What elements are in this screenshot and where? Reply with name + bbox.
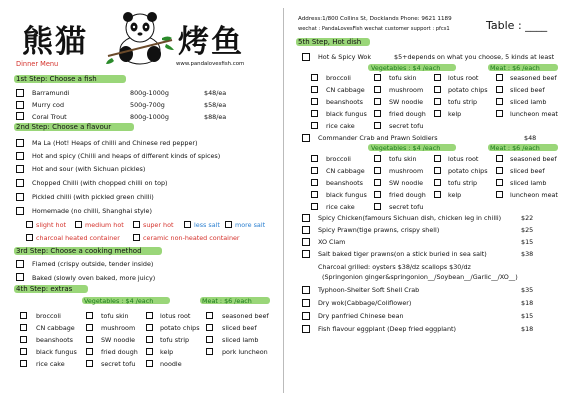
- flavour-option: Hot and sour (with Sichuan pickles): [32, 165, 146, 173]
- dish-name: Dry panfried Chinese bean: [318, 312, 404, 320]
- cooking-checkbox[interactable]: [16, 260, 24, 268]
- cooking-checkbox[interactable]: [16, 273, 24, 281]
- extra-checkbox[interactable]: [146, 324, 153, 331]
- dish-name: Typhoon-Shelter Soft Shell Crab: [318, 286, 420, 294]
- extra-checkbox[interactable]: [86, 360, 93, 367]
- wok-checkbox[interactable]: [496, 74, 503, 81]
- wok-veg: potato chips: [448, 86, 488, 94]
- hot-spicy-wok-checkbox[interactable]: [302, 53, 310, 61]
- commander-veg: beanshoots: [326, 179, 363, 187]
- commander-extra-checkbox[interactable]: [374, 179, 381, 186]
- wok-checkbox[interactable]: [311, 74, 318, 81]
- fish-name: Murry cod: [32, 101, 64, 109]
- fish-checkbox[interactable]: [16, 112, 24, 120]
- fish-price: $48/ea: [204, 89, 227, 97]
- commander-checkbox[interactable]: [302, 134, 310, 142]
- dish-checkbox[interactable]: [302, 286, 310, 294]
- commander-extra-checkbox[interactable]: [434, 167, 441, 174]
- extra-checkbox[interactable]: [20, 360, 27, 367]
- wok-checkbox[interactable]: [374, 110, 381, 117]
- commander-extra-checkbox[interactable]: [311, 155, 318, 162]
- extra-meat: sliced lamb: [222, 336, 259, 344]
- charcoal-grilled-label: Charcoal grilled: oysters $38/dz scallops $30/dz: [318, 263, 471, 271]
- dish-checkbox[interactable]: [302, 312, 310, 320]
- flavour-option: Homemade (no chilli, Shanghai style): [32, 207, 152, 215]
- extra-checkbox[interactable]: [86, 348, 93, 355]
- extra-checkbox[interactable]: [20, 348, 27, 355]
- fish-name: Barramundi: [32, 89, 70, 97]
- wok-checkbox[interactable]: [311, 110, 318, 117]
- meat-header: Meat : $6 /each: [490, 64, 540, 72]
- extra-checkbox[interactable]: [206, 324, 213, 331]
- extra-veg: secret tofu: [101, 360, 136, 368]
- commander-meat: sliced beef: [510, 167, 545, 175]
- dish-price: $38: [521, 250, 534, 258]
- dish-price: $15: [521, 312, 534, 320]
- wok-checkbox[interactable]: [434, 86, 441, 93]
- commander-extra-checkbox[interactable]: [374, 203, 381, 210]
- extra-veg: SW noodle: [101, 336, 136, 344]
- dish-price: $35: [521, 286, 534, 294]
- dish-name: Spicy Prawn(tige prawns, crispy shell): [318, 226, 440, 234]
- address-label: Address:1/800 Collins St, Docklands Phone: 9621 1189: [298, 16, 452, 22]
- commander-veg: SW noodle: [389, 179, 424, 187]
- flavour-option: Ma La (Hot! Heaps of chilli and Chinese red pepper): [32, 139, 198, 147]
- flavour-checkbox[interactable]: [16, 139, 24, 147]
- extra-veg: kelp: [160, 348, 174, 356]
- wok-veg: CN cabbage: [326, 86, 365, 94]
- extra-meat: pork luncheon: [222, 348, 268, 356]
- extra-veg: noodle: [160, 360, 182, 368]
- commander-extra-checkbox[interactable]: [311, 179, 318, 186]
- dish-checkbox[interactable]: [302, 325, 310, 333]
- extra-veg: rice cake: [36, 360, 65, 368]
- wok-veg: SW noodle: [389, 98, 424, 106]
- spice-checkbox[interactable]: [133, 221, 140, 228]
- wok-meat: seasoned beef: [510, 74, 557, 82]
- extra-meat: sliced beef: [222, 324, 257, 332]
- commander-veg: broccoli: [326, 155, 351, 163]
- extra-checkbox[interactable]: [146, 336, 153, 343]
- extra-checkbox[interactable]: [86, 324, 93, 331]
- veg-header: Vegetables : $4 /each: [84, 297, 154, 305]
- dish-price: $25: [521, 226, 534, 234]
- commander-extra-checkbox[interactable]: [374, 155, 381, 162]
- dish-checkbox[interactable]: [302, 214, 310, 222]
- step4-title: 4th Step: extras: [16, 285, 73, 293]
- wok-veg: lotus root: [448, 74, 479, 82]
- extra-checkbox[interactable]: [86, 312, 93, 319]
- panda-icon: [104, 8, 176, 66]
- extra-veg: mushroom: [101, 324, 136, 332]
- flavour-checkbox[interactable]: [16, 152, 24, 160]
- extra-checkbox[interactable]: [206, 336, 213, 343]
- commander-veg: tofu strip: [448, 179, 478, 187]
- fish-weight: 800g-1000g: [130, 89, 169, 97]
- wok-veg: broccoli: [326, 74, 351, 82]
- fish-weight: 800g-1000g: [130, 113, 169, 121]
- extra-checkbox[interactable]: [20, 324, 27, 331]
- commander-veg: secret tofu: [389, 203, 424, 211]
- hot-spicy-wok-price: $5+depends on what you choose, 5 kinds at least: [394, 53, 555, 61]
- extra-veg: tofu skin: [101, 312, 129, 320]
- dish-checkbox[interactable]: [302, 238, 310, 246]
- extra-checkbox[interactable]: [20, 336, 27, 343]
- commander-veg: potato chips: [448, 167, 488, 175]
- flavour-checkbox[interactable]: [16, 165, 24, 173]
- extra-veg: lotus root: [160, 312, 191, 320]
- flavour-checkbox[interactable]: [16, 179, 24, 187]
- wok-meat: sliced lamb: [510, 98, 547, 106]
- step3-title: 3rd Step: Choose a cooking method: [16, 247, 142, 255]
- title-right-chinese: 烤鱼: [178, 24, 244, 60]
- commander-extra-checkbox[interactable]: [434, 155, 441, 162]
- wechat-label: wechat : PandaLovesFish wechat customer support : pfcs1: [298, 26, 450, 32]
- wok-veg: tofu strip: [448, 98, 478, 106]
- dish-price: $22: [521, 214, 534, 222]
- commander-label: Commander Crab and Prawn Soldiers: [318, 134, 438, 142]
- salt-checkbox[interactable]: [225, 221, 232, 228]
- spice-checkbox[interactable]: [75, 221, 82, 228]
- wok-veg: tofu skin: [389, 74, 417, 82]
- dish-price: $15: [521, 238, 534, 246]
- extra-checkbox[interactable]: [146, 312, 153, 319]
- extra-veg: black fungus: [36, 348, 77, 356]
- salt-checkbox[interactable]: [184, 221, 191, 228]
- extra-veg: potato chips: [160, 324, 200, 332]
- spice-checkbox[interactable]: [26, 221, 33, 228]
- extra-veg: fried dough: [101, 348, 138, 356]
- wok-checkbox[interactable]: [434, 98, 441, 105]
- cooking-option: Flamed (crispy outside, tender inside): [32, 260, 154, 268]
- flavour-checkbox[interactable]: [16, 207, 24, 215]
- commander-veg: kelp: [448, 191, 462, 199]
- extra-checkbox[interactable]: [206, 312, 213, 319]
- dish-name: XO Clam: [318, 238, 346, 246]
- container-option: charcoal heated container: [36, 234, 120, 242]
- wok-checkbox[interactable]: [434, 110, 441, 117]
- wok-veg: black fungus: [326, 110, 367, 118]
- wok-meat: luncheon meat: [510, 110, 558, 118]
- commander-veg: tofu skin: [389, 155, 417, 163]
- wok-veg: beanshoots: [326, 98, 363, 106]
- dish-name: Spicy Chicken(famours Sichuan dish, chicken leg in chilli): [318, 214, 502, 222]
- wok-veg: rice cake: [326, 122, 355, 130]
- spice-option: slight hot: [36, 221, 66, 229]
- container-option: ceramic non-heated container: [143, 234, 240, 242]
- salt-option: more salt: [235, 221, 266, 229]
- commander-extra-checkbox[interactable]: [311, 167, 318, 174]
- commander-extra-checkbox[interactable]: [496, 179, 503, 186]
- page-divider: [283, 8, 284, 393]
- flavour-checkbox[interactable]: [16, 193, 24, 201]
- wok-veg: kelp: [448, 110, 462, 118]
- veg-header: Vegetables : $4 /each: [371, 144, 441, 152]
- commander-extra-checkbox[interactable]: [374, 167, 381, 174]
- wok-veg: fried dough: [389, 110, 426, 118]
- spice-option: medium hot: [85, 221, 124, 229]
- dish-price: $18: [521, 325, 534, 333]
- wok-checkbox[interactable]: [311, 86, 318, 93]
- commander-veg: lotus root: [448, 155, 479, 163]
- extra-checkbox[interactable]: [146, 348, 153, 355]
- table-number-field[interactable]: Table : ____: [486, 19, 548, 32]
- fish-price: $58/ea: [204, 101, 227, 109]
- dish-checkbox[interactable]: [302, 299, 310, 307]
- step1-title: 1st Step: Choose a fish: [16, 75, 97, 83]
- salt-option: less salt: [194, 221, 220, 229]
- container-checkbox[interactable]: [133, 234, 140, 241]
- extra-checkbox[interactable]: [206, 348, 213, 355]
- extra-veg: CN cabbage: [36, 324, 75, 332]
- dish-price: $18: [521, 299, 534, 307]
- commander-extra-checkbox[interactable]: [434, 191, 441, 198]
- wok-checkbox[interactable]: [374, 122, 381, 129]
- commander-veg: mushroom: [389, 167, 424, 175]
- extra-checkbox[interactable]: [146, 360, 153, 367]
- wok-checkbox[interactable]: [496, 86, 503, 93]
- extra-veg: beanshoots: [36, 336, 73, 344]
- extra-veg: broccoli: [36, 312, 61, 320]
- wok-veg: mushroom: [389, 86, 424, 94]
- commander-price: $48: [524, 134, 537, 142]
- fish-price: $88/ea: [204, 113, 227, 121]
- flavour-option: Pickled chilli (with pickled green chilli): [32, 193, 154, 201]
- wok-checkbox[interactable]: [496, 98, 503, 105]
- meat-header: Meat : $6 /each: [202, 297, 252, 305]
- commander-extra-checkbox[interactable]: [496, 155, 503, 162]
- fish-checkbox[interactable]: [16, 101, 24, 109]
- commander-veg: rice cake: [326, 203, 355, 211]
- dish-checkbox[interactable]: [302, 226, 310, 234]
- extra-meat: seasoned beef: [222, 312, 269, 320]
- commander-extra-checkbox[interactable]: [434, 179, 441, 186]
- commander-veg: fried dough: [389, 191, 426, 199]
- container-checkbox[interactable]: [26, 234, 33, 241]
- wok-checkbox[interactable]: [374, 98, 381, 105]
- wok-checkbox[interactable]: [374, 86, 381, 93]
- extra-veg: tofu strip: [160, 336, 190, 344]
- wok-checkbox[interactable]: [311, 122, 318, 129]
- dish-name: Salt baked tiger prawns(on a stick buried in sea salt): [318, 250, 487, 258]
- commander-meat: sliced lamb: [510, 179, 547, 187]
- fish-name: Coral Trout: [32, 113, 67, 121]
- meat-header: Meat : $6 /each: [490, 144, 540, 152]
- commander-extra-checkbox[interactable]: [374, 191, 381, 198]
- hot-spicy-wok-label: Hot & Spicy Wok: [318, 53, 372, 61]
- flavour-option: Chopped Chilli (with chopped chilli on top): [32, 179, 168, 187]
- wok-checkbox[interactable]: [434, 74, 441, 81]
- title-left-chinese: 熊猫: [22, 24, 88, 60]
- commander-meat: luncheon meat: [510, 191, 558, 199]
- dish-checkbox[interactable]: [302, 250, 310, 258]
- wok-meat: sliced beef: [510, 86, 545, 94]
- wok-checkbox[interactable]: [374, 74, 381, 81]
- dish-name: Fish flavour eggplant (Deep fried eggplant): [318, 325, 457, 333]
- wok-checkbox[interactable]: [496, 110, 503, 117]
- wok-checkbox[interactable]: [311, 98, 318, 105]
- extra-checkbox[interactable]: [86, 336, 93, 343]
- charcoal-grilled-options: (Springonion ginger&springonion__/Soybean__/Garlic__/XO__): [322, 273, 518, 281]
- commander-extra-checkbox[interactable]: [311, 203, 318, 210]
- fish-weight: 500g-700g: [130, 101, 165, 109]
- step5-title: 5th Step, Hot dish: [298, 38, 362, 46]
- cooking-option: Baked (slowly oven baked, more juicy): [32, 274, 156, 282]
- extra-checkbox[interactable]: [20, 312, 27, 319]
- fish-checkbox[interactable]: [16, 89, 24, 97]
- flavour-option: Hot and spicy (Chilli and heaps of different kinds of spices): [32, 152, 221, 160]
- dish-name: Dry wok(Cabbage/Coliflower): [318, 299, 412, 307]
- website-label: www.pandalovesfish.com: [176, 61, 245, 67]
- commander-extra-checkbox[interactable]: [311, 191, 318, 198]
- dinner-menu-label: Dinner Menu: [16, 60, 59, 68]
- spice-option: super hot: [143, 221, 174, 229]
- commander-extra-checkbox[interactable]: [496, 191, 503, 198]
- commander-veg: black fungus: [326, 191, 367, 199]
- step2-title: 2nd Step: Choose a flavour: [16, 123, 112, 131]
- commander-veg: CN cabbage: [326, 167, 365, 175]
- veg-header: Vegetables : $4 /each: [371, 64, 441, 72]
- commander-meat: seasoned beef: [510, 155, 557, 163]
- commander-extra-checkbox[interactable]: [496, 167, 503, 174]
- wok-veg: secret tofu: [389, 122, 424, 130]
